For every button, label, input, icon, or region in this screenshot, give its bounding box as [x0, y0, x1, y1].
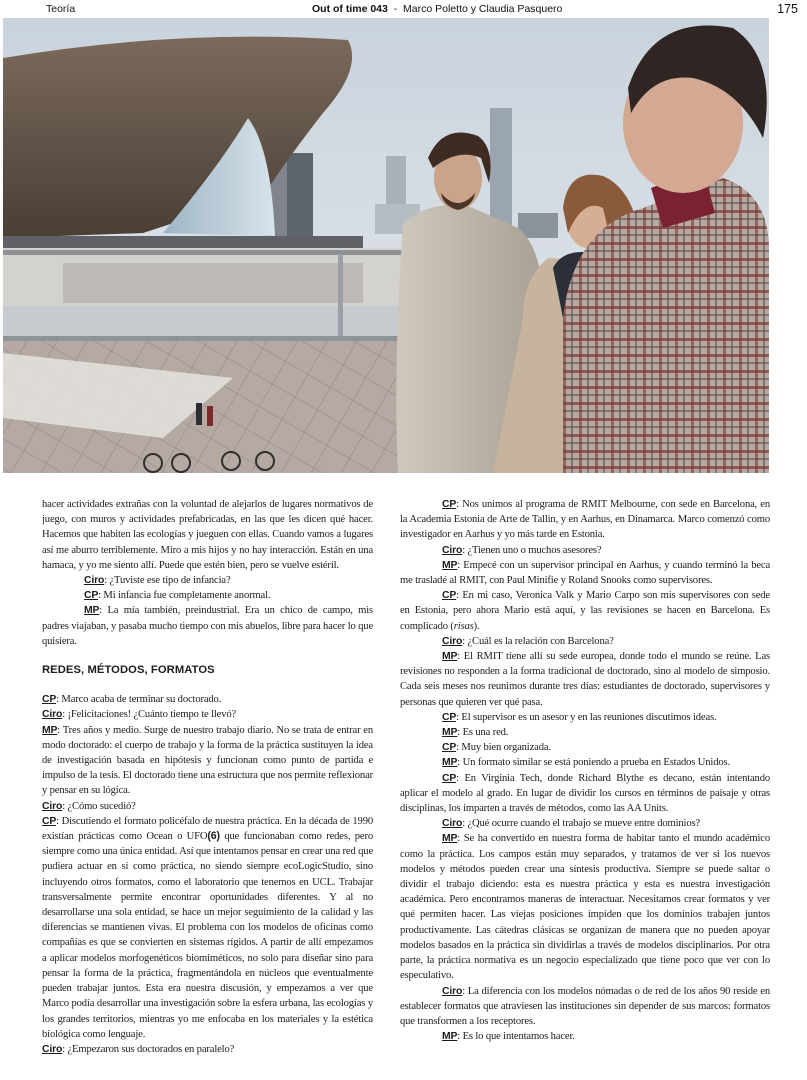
dialogue-line [400, 771, 770, 817]
header-separator: - [393, 3, 398, 15]
section-name: Teoría [46, 3, 76, 15]
dialogue-text: : Discutiendo el formato policéfalo de nuestra práctica. En la década de 1990 existían prácticas como Ocean o UFO [42, 815, 373, 843]
dialogue-text: : ¿Tuviste ese tipo de infancia? [104, 575, 231, 587]
speaker-label: CP [442, 711, 457, 723]
speaker-label: Ciro [42, 800, 63, 812]
dialogue-text-continued: que funcionaban como redes, pero siempre como una única entidad. Así que intentamos pensar en crear una red que pudiera actuar en sí como práctica, no siendo siempre ecoLogicStudio, sino incluyendo otros formatos, como el laboratorio que tenemos en UCL. Trabajar transversalmente permite encontrar oportunidades diferentes. Y al no desarrollarse una sola entidad, se hace un mejor seguimiento de la calidad y las diferencias se mantienen vivas. El problema con los modelos de oficinas como compañías es que se convierten en sistemas rígidos. A partir de allí empezamos a aplicar modelos morfogenéticos biomiméticos, no solo para diseñar sino para pensar la forma de la práctica, fragmentándola en núcleos que eventualmente pueden trabajar juntos. Esta era nuestra discusión, y empezamos a ver que Marco podía desarrollar una investigación sobre la esfera urbana, las ecologías y los grandes territorios, mientras yo me enfocaba en los materiales y la estética biológica como lenguaje. [42, 831, 373, 1040]
dialogue-text: : Un formato similar se está poniendo a prueba en Estados Unidos. [457, 757, 730, 769]
dialogue-line [42, 603, 373, 649]
speaker-label: MP [442, 1031, 458, 1043]
paragraph: hacer actividades extrañas con la voluntad de alejarlos de lugares normativos de juego, con muros y actividades prefabricadas, en las que les dicen qué hacer. Hacemos que habiten las ecologías y jueguen con ellas. Cuando vamos a lugares así me aburro terriblemente. Miro a mis hijos y no hay interacción. Están en una hamaca, y yo me siento allí. Puede que estén bien, pero se vuelve estéril. [42, 499, 373, 571]
speaker-label: Ciro [442, 818, 463, 830]
dialogue-line [400, 816, 770, 831]
speaker-label: MP [442, 559, 458, 571]
dialogue-line [400, 740, 770, 755]
dialogue-italic: risas [453, 620, 474, 632]
speaker-label: MP [442, 833, 458, 845]
speaker-label: Ciro [84, 575, 105, 587]
speaker-label: CP [84, 590, 99, 602]
dialogue-line [42, 573, 373, 588]
dialogue-text: : ¿Tienen uno o muchos asesores? [462, 544, 602, 556]
speaker-label: CP [42, 815, 57, 827]
dialogue-text-end: ). [473, 620, 480, 632]
dialogue-text: : ¿Cuál es la relación con Barcelona? [462, 635, 614, 647]
dialogue-text: : Muy bien organizada. [456, 742, 551, 754]
dialogue-line [42, 799, 373, 814]
photo-illustration [3, 18, 769, 473]
dialogue-text: : ¡Felicitaciones! ¿Cuánto tiempo te llevó? [62, 709, 237, 721]
dialogue-line [400, 831, 770, 983]
dialogue-text: : Es una red. [457, 727, 509, 739]
speaker-label: CP [442, 499, 457, 510]
dialogue-text: : Es lo que intentamos hacer. [457, 1031, 575, 1043]
dialogue-text: : ¿Empezaron sus doctorados en paralelo? [62, 1043, 235, 1055]
speaker-label: MP [42, 724, 58, 736]
speaker-label: Ciro [42, 1043, 63, 1055]
dialogue-text: : El supervisor es un asesor y en las reuniones discutimos ideas. [456, 711, 717, 723]
dialogue-line [42, 707, 373, 722]
dialogue-text: : ¿Cómo sucedió? [62, 800, 136, 812]
interview-photo [3, 18, 769, 473]
dialogue-text: : ¿Qué ocurre cuando el trabajo se mueve entre dominios? [462, 818, 700, 830]
page-number: 175 [777, 2, 798, 16]
dialogue-line [400, 984, 770, 1030]
dialogue-text: : Marco acaba de terminar su doctorado. [56, 694, 222, 706]
dialogue-text: : En mi caso, Veronica Valk y Mario Carpo son mis supervisores con sede en Estonia, pero ahora Mario está aquí, y las revisiones se hacen en Barcelona. Es complicado ( [400, 590, 770, 632]
dialogue-text: : La mía también, preindustrial. Era un chico de campo, mis padres viajaban, y pasaba mucho tiempo con mis abuelos, libre para hacer lo que quisiera. [42, 605, 373, 647]
dialogue-line [400, 1029, 770, 1044]
dialogue-text: : Mi infancia fue completamente anormal. [98, 590, 271, 602]
dialogue-line [400, 588, 770, 634]
dialogue-text: : El RMIT tiene allí su sede europea, donde todo el mundo se reúne. Las revisiones no responden a la forma tradicional de doctorado, sino al modelo de simposio. Cada seis meses nos reunimos durante tres días: estudiantes de doctorado, supervisores y personas que quieren ver qué pasa. [400, 651, 770, 708]
issue-title [312, 3, 562, 15]
speaker-label: MP [442, 651, 458, 663]
dialogue-line [42, 1042, 373, 1057]
dialogue-line [400, 558, 770, 588]
header-authors: Marco Poletto y Claudia Pasquero [403, 3, 563, 15]
dialogue-line [42, 723, 373, 799]
speaker-label: CP [442, 772, 457, 784]
speaker-label: CP [42, 694, 57, 706]
text-column-right [400, 497, 770, 1077]
dialogue-text: : Empecé con un supervisor principal en Aarhus, y cuando terminó la beca me trasladé al RMIT, con Paul Minifie y Roland Snooks como supervisores. [400, 559, 770, 587]
section-heading: REDES, MÉTODOS, FORMATOS [42, 664, 215, 677]
dialogue-line [400, 710, 770, 725]
dialogue-line [400, 725, 770, 740]
dialogue-line [400, 543, 770, 558]
dialogue-text: : Nos unimos al programa de RMIT Melbourne, con sede en Barcelona, en la Academia Estonia de Arte de Tallin, y en Aarhus, en Dinamarca. Marco comenzó como investigador en Aarhus y yo más tarde en Estonia. [400, 499, 770, 541]
speaker-label: Ciro [442, 544, 463, 556]
dialogue-line [42, 588, 373, 603]
speaker-label: MP [84, 605, 100, 617]
speaker-label: Ciro [442, 985, 463, 997]
speaker-label: Ciro [42, 709, 63, 721]
dialogue-text: : Tres años y medio. Surge de nuestro trabajo diario. No se trata de entrar en modo doctorado: el cuerpo de trabajo y la forma de la práctica sustituyen la idea de investigación basada en hipótesis y funcionan como punto de partida e impulso de la tesis. El doctorado tiene una estructura que nos permite reflexionar y pensar en su lógica. [42, 724, 373, 797]
dialogue-text: : Se ha convertido en nuestra forma de habitar tanto el mundo académico como la práctica. Los campos están muy separados, y tratamos de ver si los nuevos modelos y métodos pueden crear una síntesis productiva. Siempre se puede saltar o dividir el trabajo diciendo: esta es nuestra práctica y esta es nuestra investigación académica. Pero encontramos maneras de interactuar. Necesitamos crear formatos y ver qué permiten hacer. Las viejas posiciones impiden que los dominios trabajen juntos productivamente. Las cátedras clásicas se organizan de manera que no pueden apoyar modelos basados en la práctica sin dividirlas a través de modelos disciplinarios. Por otra parte, la práctica normativa es un negocio especializado que tiene poco que ver con lo especulativo. [400, 833, 770, 982]
speaker-label: CP [442, 742, 457, 754]
dialogue-line [400, 497, 770, 543]
text-column-left [42, 497, 373, 1077]
speaker-label: Ciro [442, 635, 463, 647]
dialogue-line [42, 692, 373, 707]
running-header [0, 0, 807, 18]
dialogue-line [400, 755, 770, 770]
dialogue-text: : La diferencia con los modelos nómadas o de red de los años 90 reside en establecer formatos que atraviesen las instituciones sin depender de sus marcos: formatos que transformen a los receptores. [400, 985, 770, 1027]
speaker-label: MP [442, 757, 458, 769]
series-title: Out of time 043 [312, 3, 388, 15]
speaker-label: MP [442, 727, 458, 739]
dialogue-line [42, 814, 373, 1042]
footnote-ref: (6) [207, 830, 220, 843]
dialogue-line [400, 634, 770, 649]
dialogue-line [400, 649, 770, 710]
speaker-label: CP [442, 590, 457, 602]
dialogue-text: : En Virginia Tech, donde Richard Blythe es decano, están intentando aplicar el modelo al grado. En lugar de dividir los cursos en términos de paisaje y otras disciplinas, los imparten a través de métodos, como las AA Units. [400, 772, 770, 815]
